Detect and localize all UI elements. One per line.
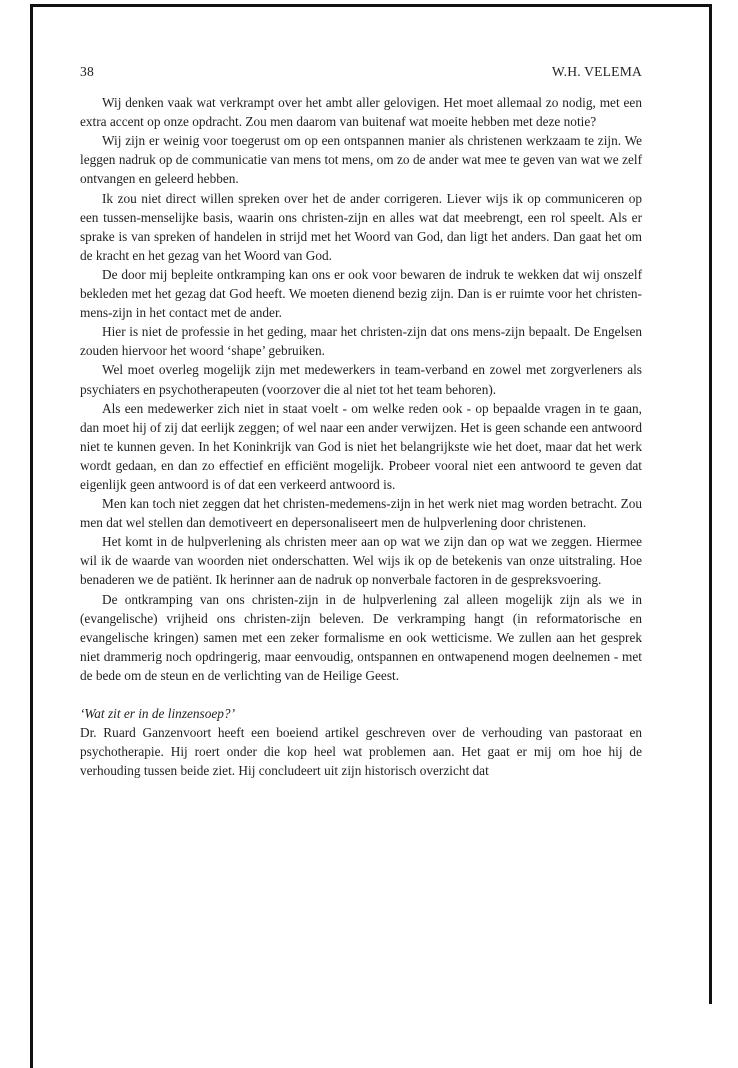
scan-border-top (30, 4, 712, 7)
page-header (80, 62, 642, 81)
paragraph-10: De ontkramping van ons christen-zijn in de hulpverlening zal alleen mogelijk zijn als we in (evangelische) vrijheid ons christen-zijn beleven. De verkramping hangt (in reformatorische en evangelische kringen) samen met een zeker formalisme en ook wetticisme. We zullen aan het gesprek niet drammerig noch opdringerig, maar eenvoudig, ontspannen en ontwapenend mogen deelnemen - met de bede om de steun en de verlichting van de Heilige Geest. (80, 591, 642, 683)
section-paragraph: Dr. Ruard Ganzenvoort heeft een boeiend artikel geschreven over de verhouding van pastoraat en psychotherapie. Hij roert onder die kop heel wat problemen aan. Het gaat er mij om hoe hij de verhouding tussen beide ziet. Hij concludeert uit zijn historisch overzicht dat (80, 725, 642, 779)
paragraph-3: Ik zou niet direct willen spreken over het de ander corrigeren. Liever wijs ik op communiceren op een tussen-menselijke basis, waarin ons christen-zijn en alles wat dat meebrengt, een rol speelt. Als er sprake is van spreken of handelen in strijd met het Woord van God, dan ligt het anders. Dan gaat het om de kracht en het gezag van het Woord van God. (80, 190, 642, 263)
paragraph-5: Hier is niet de professie in het geding, maar het christen-zijn dat ons mens-zijn bepaalt. De Engelsen zouden hiervoor het woord ‘shape’ gebruiken. (80, 324, 642, 359)
paragraph-9: Het komt in de hulpverlening als christen meer aan op wat we zijn dan op wat we zeggen. Hiermee wil ik de waarde van woorden niet onderschatten. Wel wijs ik op de betekenis van onze uitstraling. Hoe benaderen we de patiënt. Ik herinner aan de nadruk op nonverbale factoren in de gespreksvoering. (80, 534, 642, 588)
paragraph-8: Men kan toch niet zeggen dat het christen-medemens-zijn in het werk niet mag worden betracht. Zou men dat wel stellen dan demotiveert en depersonaliseert men de hulpverlening door christenen. (80, 496, 642, 531)
paragraph-4: De door mij bepleite ontkramping kan ons er ook voor bewaren de indruk te wekken dat wij onszelf bekleden met het gezag dat God heeft. We moeten dienend bezig zijn. Dan is er ruimte voor het christen-mens-zijn in het contact met de ander. (80, 266, 642, 321)
paragraph-1: Wij denken vaak wat verkrampt over het ambt aller gelovigen. Het moet allemaal zo nodig, met een extra accent op onze opdracht. Zou men daarom van buitenaf wat moeite hebben met deze notie? (80, 95, 642, 130)
section-heading: ‘Wat zit er in de linzensoep?’ (80, 706, 235, 721)
page-number: 38 (80, 64, 94, 79)
paragraph-7: Als een medewerker zich niet in staat voelt - om welke reden ook - op bepaalde vragen in te gaan, dan moet hij of zij dat eerlijk zeggen; of wel naar een ander verwijzen. Het is geen schande een antwoord niet te kunnen geven. In het Koninkrijk van God is niet het belangrijkste wie het doet, maar dat het werk wordt gedaan, en dan zo effectief en efficiënt mogelijk. Probeer vooral niet een antwoord te geven dat eigenlijk geen antwoord is of dat een verkeerd antwoord is. (80, 400, 642, 492)
page-body (80, 62, 642, 780)
paragraph-6: Wel moet overleg mogelijk zijn met medewerkers in team-verband en zowel met zorgverleners als psychiaters en psychotherapeuten (voorzover die al niet tot het team behoren). (80, 362, 642, 397)
paragraph-2: Wij zijn er weinig voor toegerust om op een ontspannen manier als christenen werkzaam te zijn. We leggen nadruk op de communicatie van mens tot mens, om zo de ander wat mee te geven van wat we zelf ontvangen en geleerd hebben. (80, 133, 642, 187)
running-head: W.H. VELEMA (551, 64, 642, 79)
scan-border-right (709, 4, 712, 1004)
scan-border-left (30, 4, 33, 1068)
